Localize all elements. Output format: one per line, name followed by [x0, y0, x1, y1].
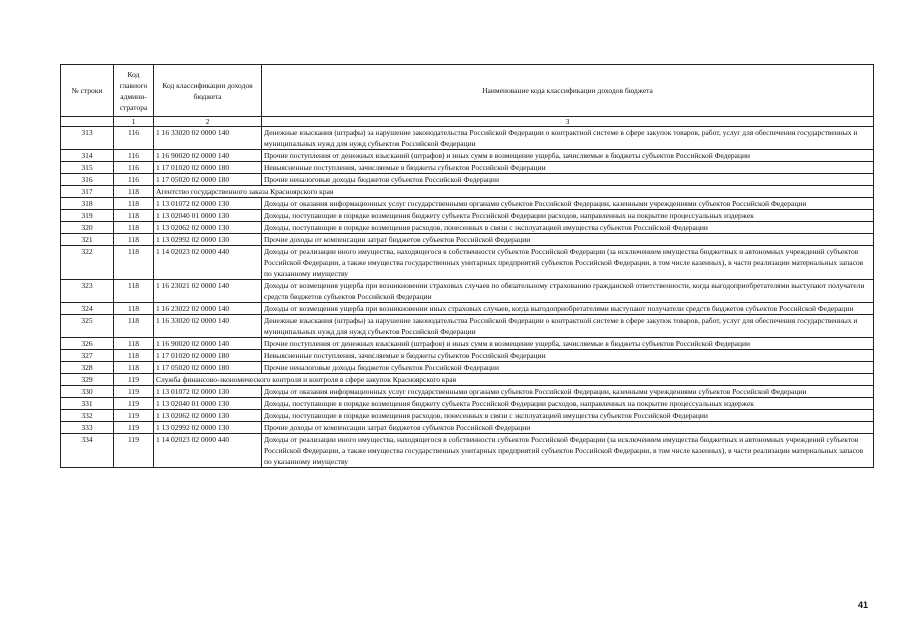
admin-code-cell: 118: [114, 198, 154, 210]
row-number-cell: 320: [61, 222, 114, 234]
table-body: [61, 127, 874, 468]
row-number-cell: 330: [61, 386, 114, 398]
classification-name-cell: Доходы, поступающие в порядке возмещения расходов, понесенных в связи с эксплуатацией имущества субъектов Российской Федерации: [262, 410, 874, 422]
table-row: [61, 374, 874, 386]
classification-code-cell: 1 13 02040 01 0000 130: [154, 398, 262, 410]
row-number-cell: 333: [61, 422, 114, 434]
table-row: [61, 350, 874, 362]
row-number-cell: 321: [61, 234, 114, 246]
row-number-cell: 325: [61, 315, 114, 338]
classification-name-cell: Доходы от реализации иного имущества, находящегося в собственности субъектов Российской Федерации (за исключением имущества бюджетных и автономных учреждений субъектов Российской Федерации, а также имущества государственных унитарных предприятий субъектов Российской Федерации, в том числе казенных), в части реализации материальных запасов по указанному имуществу: [262, 434, 874, 468]
classification-code-cell: 1 13 01072 02 0000 130: [154, 198, 262, 210]
row-number-cell: 332: [61, 410, 114, 422]
admin-code-cell: 116: [114, 127, 154, 150]
classification-code-cell: 1 16 90020 02 0000 140: [154, 338, 262, 350]
admin-code-cell: 118: [114, 210, 154, 222]
admin-code-cell: 116: [114, 174, 154, 186]
admin-code-cell: 118: [114, 280, 154, 303]
column-number: 1: [114, 117, 154, 127]
classification-name-cell: Прочие доходы от компенсации затрат бюджетов субъектов Российской Федерации: [262, 422, 874, 434]
row-number-cell: 315: [61, 162, 114, 174]
table-row: [61, 398, 874, 410]
table-row: [61, 174, 874, 186]
classification-name-cell: Прочие доходы от компенсации затрат бюджетов субъектов Российской Федерации: [262, 234, 874, 246]
table-row: [61, 246, 874, 280]
classification-code-cell: 1 13 02062 02 0000 130: [154, 410, 262, 422]
table-row: [61, 234, 874, 246]
row-number-cell: 317: [61, 186, 114, 198]
admin-code-cell: 118: [114, 186, 154, 198]
classification-name-cell: Доходы, поступающие в порядке возмещения бюджету субъекта Российской Федерации расходов, направленных на покрытие процессуальных издержек: [262, 398, 874, 410]
row-number-cell: 326: [61, 338, 114, 350]
classification-name-cell: Невыясненные поступления, зачисляемые в бюджеты субъектов Российской Федерации: [262, 162, 874, 174]
admin-code-cell: 119: [114, 434, 154, 468]
table-row: [61, 315, 874, 338]
admin-code-cell: 118: [114, 338, 154, 350]
admin-code-cell: 118: [114, 315, 154, 338]
classification-name-cell: Прочие неналоговые доходы бюджетов субъектов Российской Федерации: [262, 174, 874, 186]
header-row-number: № строки: [61, 65, 114, 117]
classification-code-cell: 1 13 02992 02 0000 130: [154, 234, 262, 246]
column-number: 2: [154, 117, 262, 127]
classification-code-cell: 1 14 02023 02 0000 440: [154, 434, 262, 468]
table-row: [61, 434, 874, 468]
table-row: [61, 386, 874, 398]
admin-code-cell: 119: [114, 374, 154, 386]
admin-code-cell: 116: [114, 162, 154, 174]
row-number-cell: 334: [61, 434, 114, 468]
classification-code-cell: 1 17 01020 02 0000 180: [154, 350, 262, 362]
classification-code-cell: 1 13 02040 01 0000 130: [154, 210, 262, 222]
row-number-cell: 314: [61, 150, 114, 162]
admin-code-cell: 116: [114, 150, 154, 162]
row-number-cell: 323: [61, 280, 114, 303]
classification-name-cell: Невыясненные поступления, зачисляемые в бюджеты субъектов Российской Федерации: [262, 350, 874, 362]
classification-code-cell: 1 13 01072 02 0000 130: [154, 386, 262, 398]
table-row: [61, 198, 874, 210]
table-row: [61, 162, 874, 174]
admin-code-cell: 119: [114, 410, 154, 422]
classification-name-cell: Доходы от оказания информационных услуг государственными органами субъектов Российской Федерации, казенными учреждениями субъектов Российской Федерации: [262, 198, 874, 210]
table-header-row: [61, 65, 874, 117]
row-number-cell: 316: [61, 174, 114, 186]
administrator-name-cell: Агентство государственного заказа Красноярского края: [154, 186, 874, 198]
row-number-cell: 328: [61, 362, 114, 374]
admin-code-cell: 119: [114, 386, 154, 398]
row-number-cell: 318: [61, 198, 114, 210]
table-row: [61, 186, 874, 198]
classification-name-cell: Денежные взыскания (штрафы) за нарушение законодательства Российской Федерации о контрактной системе в сфере закупок товаров, работ, услуг для обеспечения государственных и муниципальных нужд для нужд субъектов Российской Федерации: [262, 315, 874, 338]
admin-code-cell: 118: [114, 350, 154, 362]
classification-code-cell: 1 16 33020 02 0000 140: [154, 315, 262, 338]
classification-code-cell: 1 17 01020 02 0000 180: [154, 162, 262, 174]
admin-code-cell: 118: [114, 222, 154, 234]
row-number-cell: 322: [61, 246, 114, 280]
admin-code-cell: 118: [114, 362, 154, 374]
column-number: [61, 117, 114, 127]
classification-code-cell: 1 16 33020 02 0000 140: [154, 127, 262, 150]
admin-code-cell: 118: [114, 303, 154, 315]
classification-name-cell: Денежные взыскания (штрафы) за нарушение законодательства Российской Федерации о контрактной системе в сфере закупок товаров, работ, услуг для обеспечения государственных и муниципальных нужд для нужд субъектов Российской Федерации: [262, 127, 874, 150]
classification-name-cell: Прочие неналоговые доходы бюджетов субъектов Российской Федерации: [262, 362, 874, 374]
row-number-cell: 319: [61, 210, 114, 222]
classification-name-cell: Доходы, поступающие в порядке возмещения бюджету субъекта Российской Федерации расходов, направленных на покрытие процессуальных издержек: [262, 210, 874, 222]
page-number: 41: [858, 600, 869, 610]
table-row: [61, 362, 874, 374]
table-row: [61, 410, 874, 422]
table-row: [61, 280, 874, 303]
admin-code-cell: 119: [114, 398, 154, 410]
classification-name-cell: Доходы, поступающие в порядке возмещения расходов, понесенных в связи с эксплуатацией имущества субъектов Российской Федерации: [262, 222, 874, 234]
classification-code-cell: 1 16 23022 02 0000 140: [154, 303, 262, 315]
admin-code-cell: 118: [114, 234, 154, 246]
header-admin-code: Код главного админи-стратора: [114, 65, 154, 117]
classification-code-cell: 1 13 02992 02 0000 130: [154, 422, 262, 434]
table-row: [61, 338, 874, 350]
row-number-cell: 331: [61, 398, 114, 410]
administrator-name-cell: Служба финансово-экономического контроля и контроля в сфере закупок Красноярского края: [154, 374, 874, 386]
classification-name-cell: Доходы от реализации иного имущества, находящегося в собственности субъектов Российской Федерации (за исключением имущества бюджетных и автономных учреждений субъектов Российской Федерации, а также имущества государственных унитарных предприятий субъектов Российской Федерации, в том числе казенных), в части реализации материальных запасов по указанному имуществу: [262, 246, 874, 280]
table-row: [61, 127, 874, 150]
classification-name-cell: Прочие поступления от денежных взысканий (штрафов) и иных сумм в возмещение ущерба, зачисляемые в бюджеты субъектов Российской Федерации: [262, 150, 874, 162]
classification-name-cell: Доходы от оказания информационных услуг государственными органами субъектов Российской Федерации, казенными учреждениями субъектов Российской Федерации: [262, 386, 874, 398]
classification-name-cell: Доходы от возмещения ущерба при возникновении страховых случаев по обязательному страхованию гражданской ответственности, когда выгодоприобретателями выступают получатели средств бюджетов субъектов Российской Федерации: [262, 280, 874, 303]
table-row: [61, 210, 874, 222]
table-row: [61, 222, 874, 234]
row-number-cell: 324: [61, 303, 114, 315]
column-number: 3: [262, 117, 874, 127]
header-classification-code: Код классификации доходов бюджета: [154, 65, 262, 117]
revenue-classification-table: [60, 64, 874, 468]
classification-name-cell: Доходы от возмещения ущерба при возникновении иных страховых случаев, когда выгодоприобретателями выступают получатели средств бюджетов субъектов Российской Федерации: [262, 303, 874, 315]
header-classification-name: Наименование кода классификации доходов бюджета: [262, 65, 874, 117]
classification-code-cell: 1 14 02023 02 0000 440: [154, 246, 262, 280]
admin-code-cell: 118: [114, 246, 154, 280]
row-number-cell: 313: [61, 127, 114, 150]
row-number-cell: 327: [61, 350, 114, 362]
classification-code-cell: 1 17 05020 02 0000 180: [154, 362, 262, 374]
classification-code-cell: 1 16 23021 02 0000 140: [154, 280, 262, 303]
column-number-row: [61, 117, 874, 127]
table-row: [61, 422, 874, 434]
classification-name-cell: Прочие поступления от денежных взысканий (штрафов) и иных сумм в возмещение ущерба, зачисляемые в бюджеты субъектов Российской Федерации: [262, 338, 874, 350]
row-number-cell: 329: [61, 374, 114, 386]
admin-code-cell: 119: [114, 422, 154, 434]
table-row: [61, 303, 874, 315]
table-row: [61, 150, 874, 162]
classification-code-cell: 1 13 02062 02 0000 130: [154, 222, 262, 234]
classification-code-cell: 1 17 05020 02 0000 180: [154, 174, 262, 186]
classification-code-cell: 1 16 90020 02 0000 140: [154, 150, 262, 162]
